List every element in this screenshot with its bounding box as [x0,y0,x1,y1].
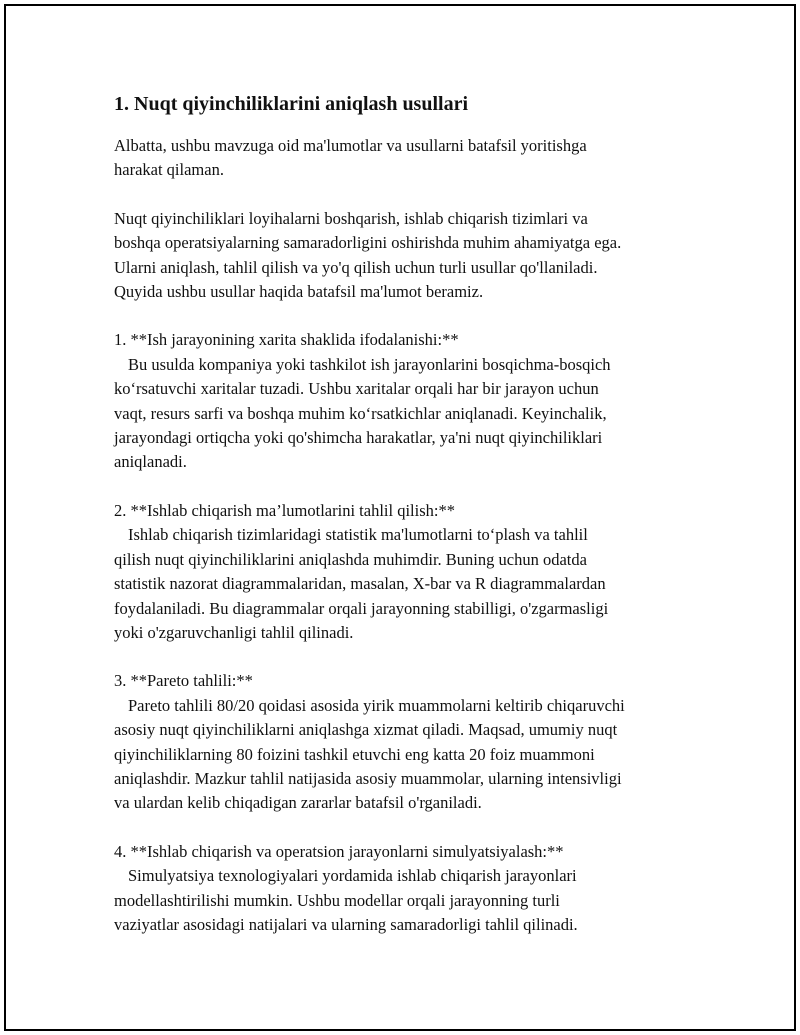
intro-paragraph [114,134,694,183]
section-line: va ulardan kelib chiqadigan zararlar batafsil o'rganiladi. [114,793,482,813]
overview-paragraph [114,207,694,305]
section-line: statistik nazorat diagrammalaridan, masalan, X-bar va R diagrammalardan [114,574,606,594]
section-3 [114,669,694,815]
section-line: qiyinchiliklarning 80 foizini tashkil etuvchi eng katta 20 foiz muammoni [114,744,595,764]
section-1 [114,328,694,474]
section-heading: 4. **Ishlab chiqarish va operatsion jarayonlarni simulyatsiyalash:** [114,841,564,861]
overview-line: Ularni aniqlash, tahlil qilish va yo'q qilish uchun turli usullar qo'llaniladi. [114,257,598,277]
section-line: Simulyatsiya texnologiyalari yordamida ishlab chiqarish jarayonlari [128,866,577,886]
section-line: vaziyatlar asosidagi natijalari va ularning samaradorligi tahlil qilinadi. [114,914,578,934]
section-line: aniqlanadi. [114,452,187,472]
section-line: modellashtirilishi mumkin. Ushbu modellar orqali jarayonning turli [114,890,560,910]
section-heading: 3. **Pareto tahlili:** [114,671,253,691]
section-line: Ishlab chiqarish tizimlaridagi statistik ma'lumotlarni to‘plash va tahlil [128,525,588,545]
section-line: vaqt, resurs sarfi va boshqa muhim ko‘rsatkichlar aniqlanadi. Keyinchalik, [114,403,607,423]
section-line: Pareto tahlili 80/20 qoidasi asosida yirik muammolarni keltirib chiqaruvchi [128,695,625,715]
section-line: asosiy nuqt qiyinchiliklarni aniqlashga xizmat qiladi. Maqsad, umumiy nuqt [114,720,618,740]
section-line: yoki o'zgaruvchanligi tahlil qilinadi. [114,622,354,642]
section-heading: 2. **Ishlab chiqarish ma’lumotlarini tahlil qilish:** [114,500,455,520]
section-line: aniqlashdir. Mazkur tahlil natijasida asosiy muammolar, ularning intensivligi [114,768,622,788]
section-line: jarayondagi ortiqcha yoki qo'shimcha harakatlar, ya'ni nuqt qiyinchiliklari [114,428,603,448]
section-heading: 1. **Ish jarayonining xarita shaklida ifodalanishi:** [114,330,459,350]
overview-line: Quyida ushbu usullar haqida batafsil ma'lumot beramiz. [114,282,484,302]
section-line: ko‘rsatuvchi xaritalar tuzadi. Ushbu xaritalar orqali har bir jarayon uchun [114,379,599,399]
section-4 [114,840,694,938]
document-title: 1. Nuqt qiyinchiliklarini aniqlash usullari [114,93,469,115]
section-line: foydalaniladi. Bu diagrammalar orqali jarayonning stabilligi, o'zgarmasligi [114,598,609,618]
section-line: Bu usulda kompaniya yoki tashkilot ish jarayonlarini bosqichma-bosqich [128,354,611,374]
overview-line: boshqa operatsiyalarning samaradorligini oshirishda muhim ahamiyatga ega. [114,233,622,253]
intro-line: harakat qilaman. [114,160,224,180]
overview-line: Nuqt qiyinchiliklari loyihalarni boshqarish, ishlab chiqarish tizimlari va [114,208,588,228]
section-line: qilish nuqt qiyinchiliklarini aniqlashda muhimdir. Buning uchun odatda [114,549,587,569]
document-body [114,90,694,937]
intro-line: Albatta, ushbu mavzuga oid ma'lumotlar va usullarni batafsil yoritishga [114,136,587,155]
section-2 [114,499,694,645]
